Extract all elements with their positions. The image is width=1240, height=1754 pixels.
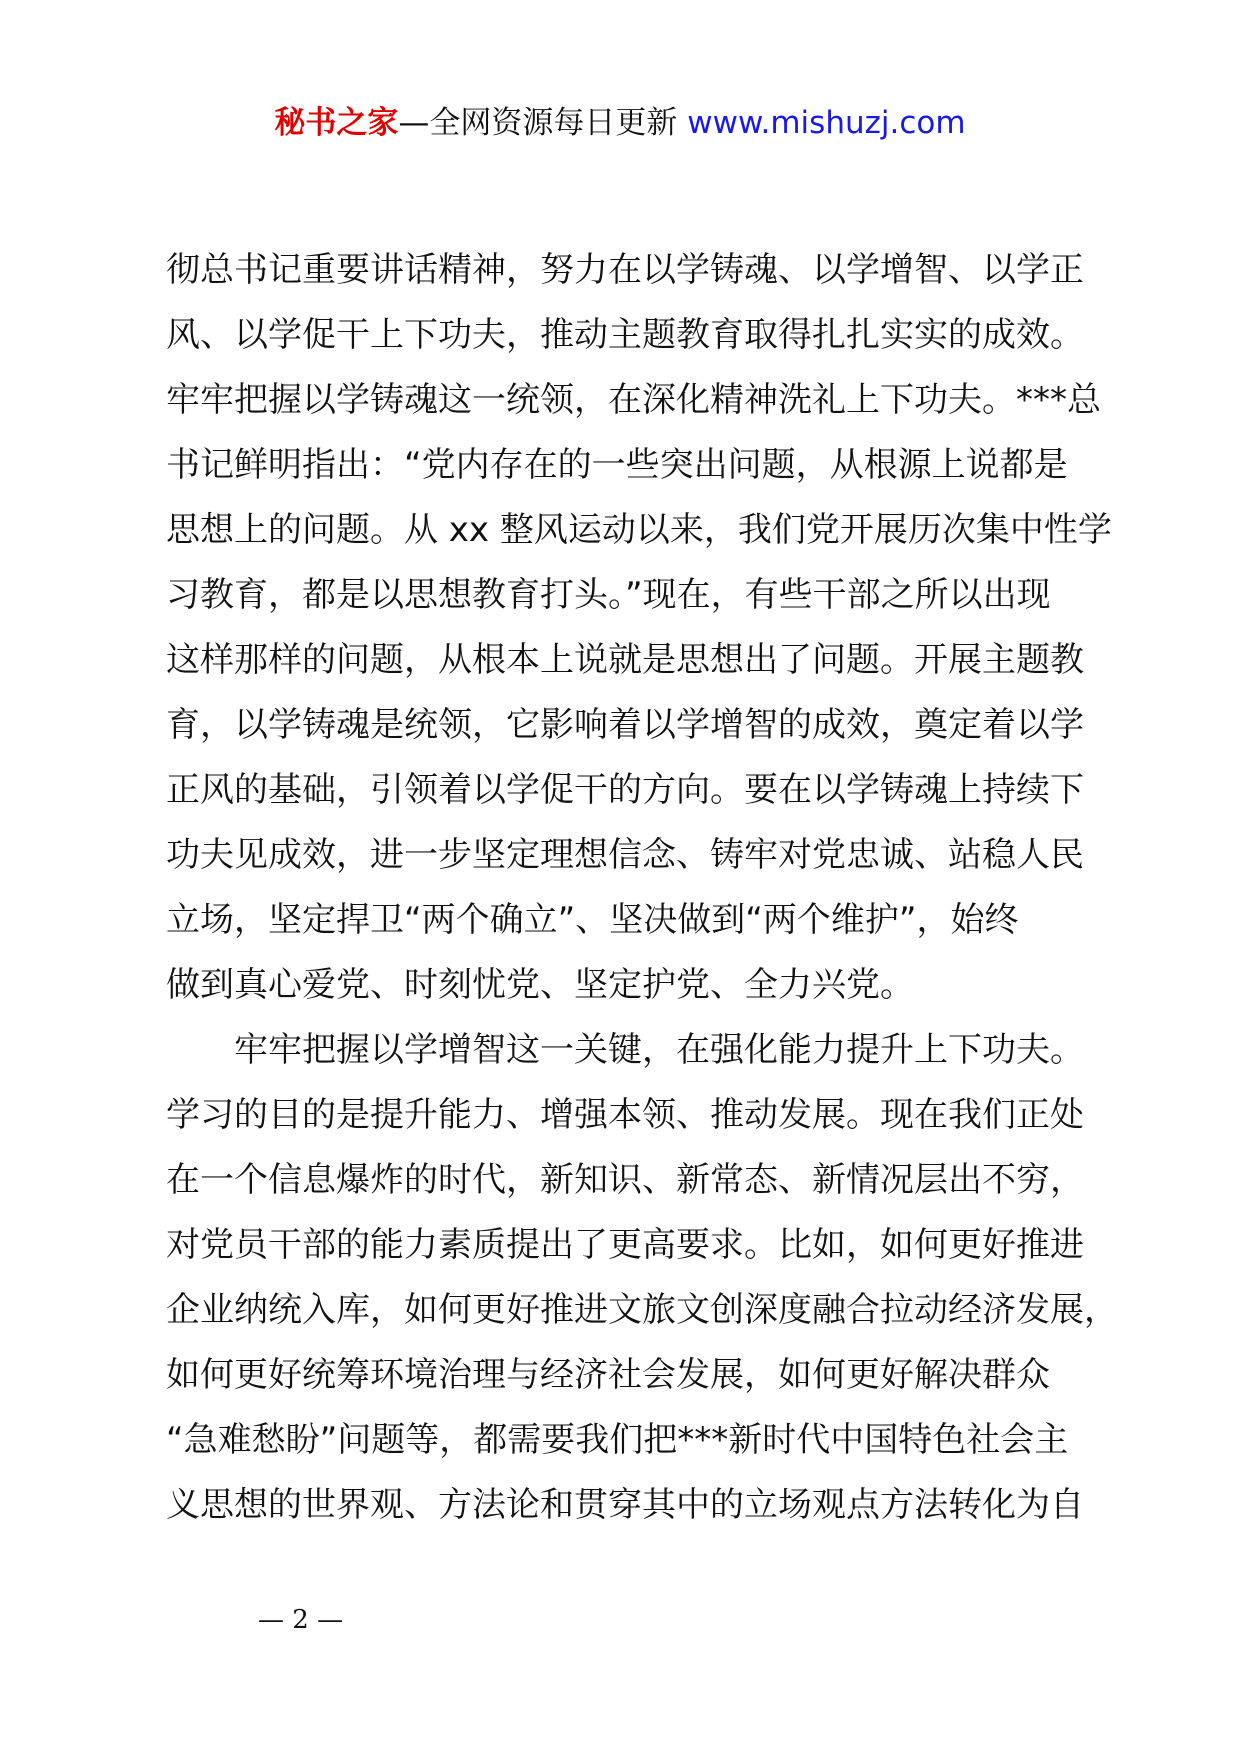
text-line: 书记鲜明指出：“党内存在的一些突出问题，从根源上说都是	[166, 445, 1068, 485]
text-line: 风、以学促干上下功夫，推动主题教育取得扎扎实实的成效。	[166, 315, 1084, 355]
text-line: 做到真心爱党、时刻忧党、坚定护党、全力兴党。	[166, 965, 914, 1005]
text-line: 正风的基础，引领着以学促干的方向。要在以学铸魂上持续下	[166, 770, 1084, 810]
text-line: 功夫见成效，进一步坚定理想信念、铸牢对党忠诚、站稳人民	[166, 835, 1084, 875]
text-line: 思想上的问题。从 xx 整风运动以来，我们党开展历次集中性学	[166, 510, 1112, 550]
text-line: 牢牢把握以学增智这一关键，在强化能力提升上下功夫。	[166, 1030, 1084, 1070]
brand-name: 秘书之家	[274, 105, 399, 141]
text-line: 企业纳统入库，如何更好推进文旅文创深度融合拉动经济发展，	[166, 1290, 1118, 1330]
text-line: 义思想的世界观、方法论和贯穿其中的立场观点方法转化为自	[166, 1485, 1084, 1525]
page-header	[0, 98, 1240, 148]
text-line: 育，以学铸魂是统领，它影响着以学增智的成效，奠定着以学	[166, 705, 1084, 745]
text-line: 学习的目的是提升能力、增强本领、推动发展。现在我们正处	[166, 1095, 1084, 1135]
document-body	[166, 238, 1126, 1538]
text-line: 如何更好统筹环境治理与经济社会发展，如何更好解决群众	[166, 1355, 1050, 1395]
site-url-link[interactable]: www.mishuzj.com	[687, 105, 966, 141]
text-line: 这样那样的问题，从根本上说就是思想出了问题。开展主题教	[166, 640, 1084, 680]
header-slogan: —全网资源每日更新	[398, 105, 688, 141]
text-line: 牢牢把握以学铸魂这一统领，在深化精神洗礼上下功夫。***总	[166, 380, 1101, 420]
text-line: 对党员干部的能力素质提出了更高要求。比如，如何更好推进	[166, 1225, 1084, 1265]
text-line: 在一个信息爆炸的时代，新知识、新常态、新情况层出不穷，	[166, 1160, 1084, 1200]
text-line: 立场，坚定捍卫“两个确立”、坚决做到“两个维护”，始终	[166, 900, 1019, 940]
page-number: — 2 —	[258, 1605, 344, 1635]
text-line: 习教育，都是以思想教育打头。”现在，有些干部之所以出现	[166, 575, 1051, 615]
text-line: 彻总书记重要讲话精神，努力在以学铸魂、以学增智、以学正	[166, 250, 1084, 290]
text-line: “急难愁盼”问题等，都需要我们把***新时代中国特色社会主	[166, 1420, 1069, 1460]
